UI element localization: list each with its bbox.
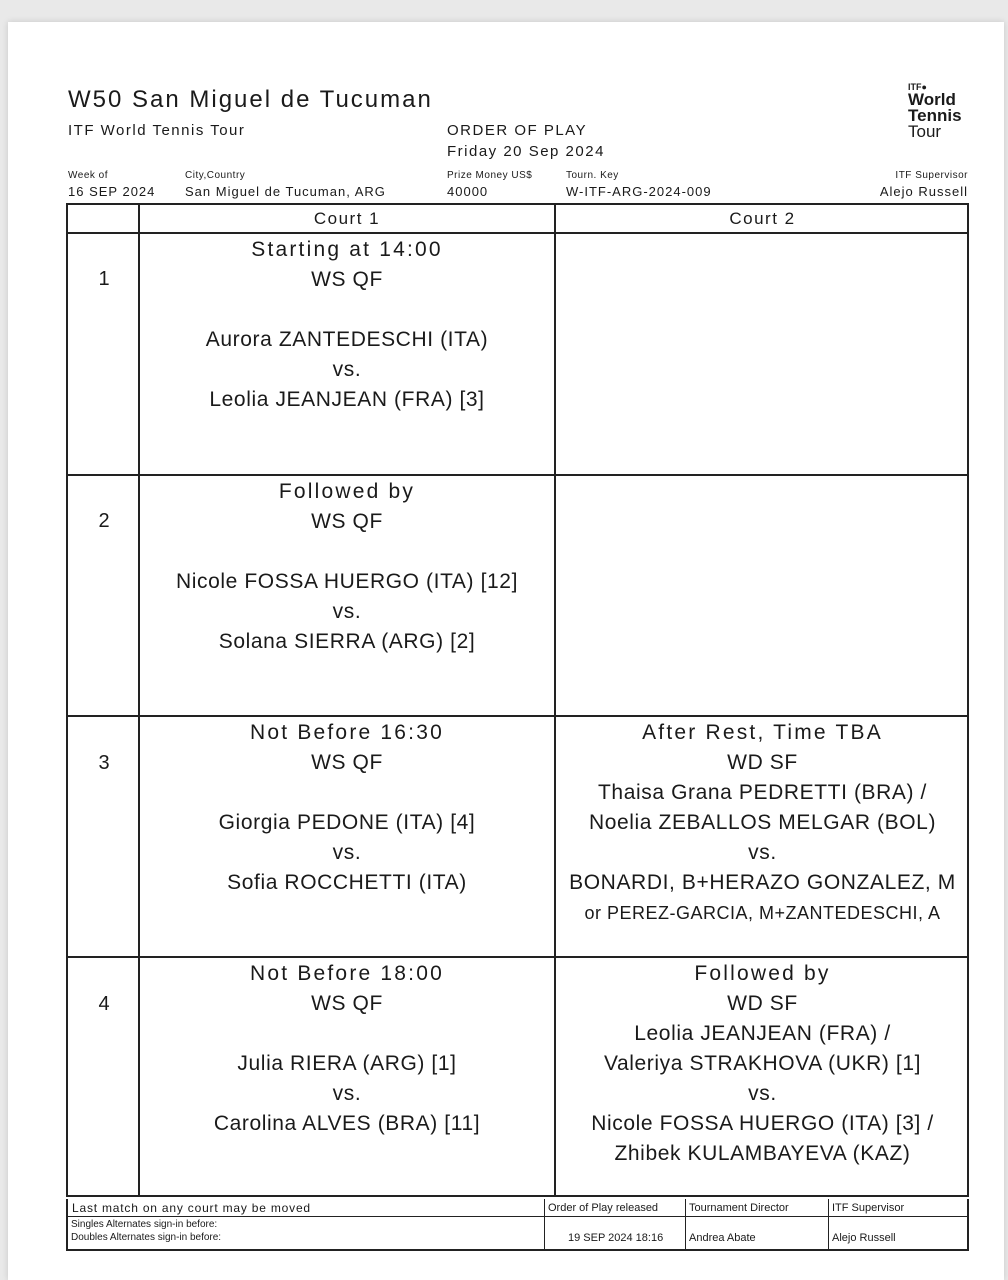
week-value: 16 SEP 2024: [68, 184, 156, 199]
player-line: Thaisa Grana PEDRETTI (BRA) /: [598, 781, 927, 804]
match-time: Not Before 18:00: [250, 962, 444, 985]
footer-supervisor-value: Alejo Russell: [832, 1232, 896, 1244]
match-event: WD SF: [727, 751, 798, 774]
player-line: Giorgia PEDONE (ITA) [4]: [218, 811, 476, 834]
player-line: Nicole FOSSA HUERGO (ITA) [12]: [175, 570, 518, 593]
week-label: Week of: [68, 170, 108, 181]
spacer: [140, 295, 554, 325]
spacer: [140, 1019, 554, 1049]
order-of-play-label: ORDER OF PLAY: [447, 122, 588, 139]
row-number: 3: [98, 752, 110, 774]
match-cell-r3-c1: [140, 718, 554, 898]
player-line: Solana SIERRA (ARG) [2]: [218, 630, 476, 653]
player-line: Noelia ZEBALLOS MELGAR (BOL): [588, 811, 937, 834]
match-event: WD SF: [727, 992, 798, 1015]
supervisor-value: Alejo Russell: [879, 184, 968, 199]
match-cell-r4-c2: [556, 959, 969, 1169]
supervisor-label: ITF Supervisor: [895, 170, 968, 181]
player-line: Aurora ZANTEDESCHI (ITA): [205, 328, 489, 351]
divider: [68, 232, 967, 234]
tennis-ball-icon: ●: [921, 82, 927, 92]
player-line: Sofia ROCCHETTI (ITA): [227, 871, 467, 894]
spacer: [140, 778, 554, 808]
singles-alternates-label: Singles Alternates sign-in before:: [71, 1219, 218, 1230]
player-line: Valeriya STRAKHOVA (UKR) [1]: [603, 1052, 922, 1075]
prize-label: Prize Money US$: [447, 170, 533, 181]
match-time: Not Before 16:30: [250, 721, 444, 744]
player-line: BONARDI, B+HERAZO GONZALEZ, M: [569, 871, 956, 894]
logo-line-3: Tour: [908, 122, 942, 141]
court-2-header: Court 2: [729, 209, 796, 228]
versus: vs.: [748, 841, 777, 864]
released-value: 19 SEP 2024 18:16: [568, 1232, 664, 1244]
match-time: Starting at 14:00: [251, 238, 443, 261]
divider: [544, 1199, 545, 1249]
divider: [828, 1199, 829, 1249]
player-line-alternate: or PEREZ-GARCIA, M+ZANTEDESCHI, A: [584, 903, 941, 923]
match-event: WS QF: [311, 992, 383, 1015]
row-number: 2: [98, 510, 110, 532]
divider: [68, 474, 967, 476]
versus: vs.: [332, 600, 362, 623]
divider: [68, 956, 967, 958]
versus: vs.: [332, 1082, 362, 1105]
player-line: Julia RIERA (ARG) [1]: [237, 1052, 457, 1075]
row-number: 1: [98, 268, 110, 290]
match-event: WS QF: [311, 510, 383, 533]
match-cell-r4-c1: [140, 959, 554, 1139]
director-value: Andrea Abate: [689, 1232, 756, 1244]
match-cell-r3-c2: [556, 718, 969, 928]
spacer: [140, 537, 554, 567]
released-label: Order of Play released: [548, 1202, 659, 1214]
order-of-play-grid: [66, 203, 969, 1197]
divider: [68, 1216, 967, 1217]
match-time: After Rest, Time TBA: [642, 721, 883, 744]
footer-supervisor-label: ITF Supervisor: [832, 1202, 905, 1214]
prize-value: 40000: [447, 184, 489, 199]
player-line: Leolia JEANJEAN (FRA) [3]: [209, 388, 485, 411]
logo-line-1: World: [908, 90, 956, 109]
footer-table: [66, 1199, 969, 1251]
tourn-key-value: W-ITF-ARG-2024-009: [566, 184, 712, 199]
versus: vs.: [748, 1082, 777, 1105]
city-label: City,Country: [185, 170, 246, 181]
player-line: Carolina ALVES (BRA) [11]: [213, 1112, 481, 1135]
logo-line-2: Tennis: [908, 106, 962, 125]
match-cell-r1-c1: [140, 235, 554, 415]
doubles-alternates-label: Doubles Alternates sign-in before:: [71, 1232, 222, 1243]
match-time: Followed by: [694, 962, 831, 985]
play-date: Friday 20 Sep 2024: [447, 143, 605, 160]
director-label: Tournament Director: [689, 1202, 789, 1214]
versus: vs.: [332, 358, 362, 381]
logo-itf-mark: ITF●: [908, 82, 927, 92]
tournament-title: W50 San Miguel de Tucuman: [68, 86, 433, 113]
tourn-key-label: Tourn. Key: [566, 170, 619, 181]
row-number: 4: [98, 993, 110, 1015]
tour-subtitle: ITF World Tennis Tour: [68, 122, 246, 139]
court-1-header: Court 1: [313, 209, 381, 228]
versus: vs.: [332, 841, 362, 864]
match-time: Followed by: [278, 480, 416, 503]
player-line: Leolia JEANJEAN (FRA) /: [634, 1022, 891, 1045]
divider: [685, 1199, 686, 1249]
itf-world-tennis-tour-logo: [908, 82, 978, 140]
match-event: WS QF: [311, 268, 383, 291]
city-value: San Miguel de Tucuman, ARG: [185, 184, 386, 199]
match-cell-r2-c1: [140, 477, 554, 657]
match-event: WS QF: [311, 751, 383, 774]
player-line: Nicole FOSSA HUERGO (ITA) [3] /: [591, 1112, 934, 1135]
player-line: Zhibek KULAMBAYEVA (KAZ): [614, 1142, 911, 1165]
last-match-note: Last match on any court may be moved: [72, 1201, 311, 1215]
divider: [68, 715, 967, 717]
